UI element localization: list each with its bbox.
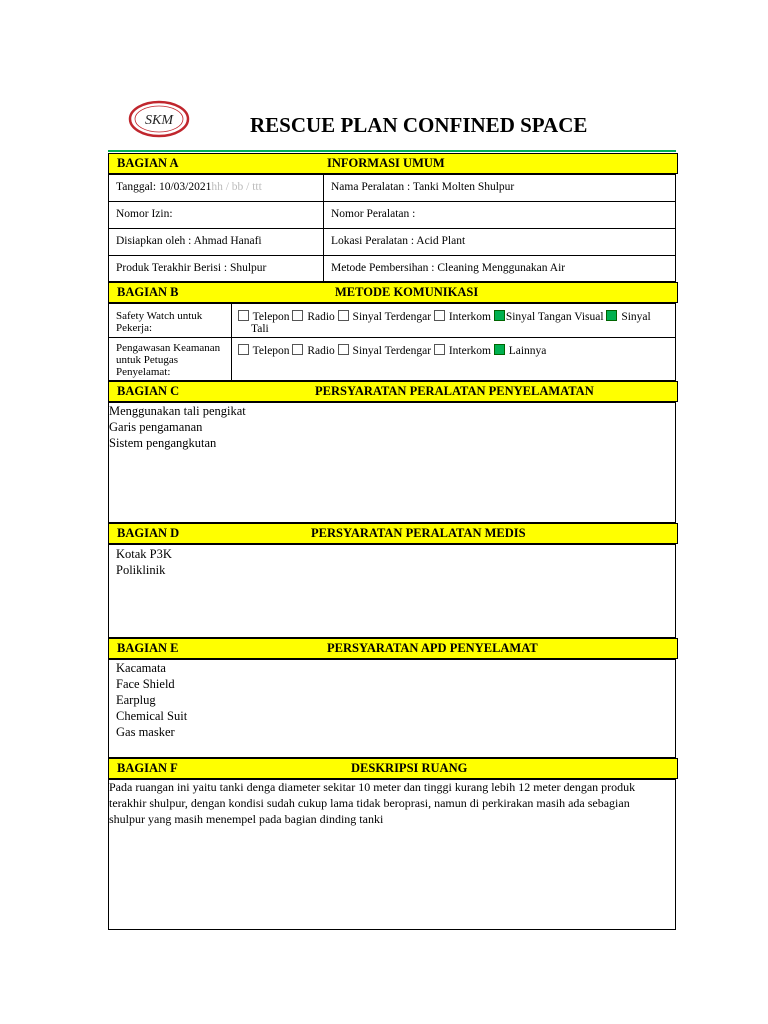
section-e-body: [108, 659, 676, 758]
list-item: Kacamata: [116, 661, 166, 675]
section-e-header: [108, 638, 678, 659]
section-a-header: [108, 153, 678, 174]
section-e-title: PERSYARATAN APD PENYELAMAT: [327, 641, 538, 655]
section-f-title: DESKRIPSI RUANG: [351, 761, 468, 775]
sinyal-terdengar-checkbox[interactable]: [338, 344, 349, 355]
section-d-body: [108, 544, 676, 638]
telepon-checkbox[interactable]: [238, 344, 249, 355]
section-d-title: PERSYARATAN PERALATAN MEDIS: [311, 526, 526, 540]
lainnya-checkbox-checked[interactable]: [494, 344, 505, 355]
section-f-description: Pada ruangan ini yaitu tanki denga diameter sekitar 10 meter dan tinggi kurang lebih 12 meter dengan produk terakhir shulpur, dengan kondisi sudah cukup lama tidak beroprasi, namun di perkirakan masih ada sebagian shulpur yang masih menempel pada bagian dinding tanki: [109, 780, 636, 826]
section-b-header: [108, 282, 678, 303]
safety-watch-options: Telepon Radio Sinyal Terdengar Interkom Sinyal Tangan Visual Sinyal Tali: [238, 310, 651, 335]
sinyal-tali-checkbox-checked[interactable]: [606, 310, 617, 321]
section-d-label: BAGIAN D: [117, 526, 180, 540]
interkom-checkbox[interactable]: [434, 310, 445, 321]
list-item: Kotak P3K: [116, 547, 172, 561]
section-c-title: PERSYARATAN PERALATAN PENYELAMATAN: [315, 384, 594, 398]
telepon-checkbox[interactable]: [238, 310, 249, 321]
section-a-title: INFORMASI UMUM: [327, 156, 445, 170]
section-d-header: [108, 523, 678, 544]
section-c-label: BAGIAN C: [117, 384, 180, 398]
radio-checkbox[interactable]: [292, 344, 303, 355]
interkom-checkbox[interactable]: [434, 344, 445, 355]
nama-peralatan-field: Nama Peralatan : Tanki Molten Shulpur: [331, 181, 515, 193]
metode-pembersihan-field: Metode Pembersihan : Cleaning Menggunakan Air: [331, 262, 566, 274]
list-item: Earplug: [116, 693, 156, 707]
list-item: Garis pengamanan: [109, 420, 203, 434]
nomor-izin-field: Nomor Izin:: [116, 208, 173, 220]
list-item: Menggunakan tali pengikat: [109, 404, 246, 418]
list-item: Sistem pengangkutan: [109, 436, 217, 450]
section-c-list: [109, 403, 246, 451]
produk-terakhir-field: Produk Terakhir Berisi : Shulpur: [116, 262, 267, 274]
date-format-hint: hh / bb / ttt: [211, 181, 262, 193]
section-b-title: METODE KOMUNIKASI: [335, 285, 479, 299]
sinyal-terdengar-checkbox[interactable]: [338, 310, 349, 321]
section-e-list: [116, 660, 187, 740]
list-item: Chemical Suit: [116, 709, 188, 723]
sinyal-tangan-checkbox-checked[interactable]: [494, 310, 505, 321]
nomor-peralatan-field: Nomor Peralatan :: [331, 208, 416, 220]
section-a-label: BAGIAN A: [117, 156, 179, 170]
lokasi-peralatan-field: Lokasi Peralatan : Acid Plant: [331, 235, 466, 247]
section-b-label: BAGIAN B: [117, 285, 179, 299]
title-underline: [108, 150, 676, 152]
list-item: Face Shield: [116, 677, 175, 691]
tanggal-field: Tanggal: 10/03/2021hh / bb / ttt: [116, 181, 262, 193]
list-item: Gas masker: [116, 725, 175, 739]
logo-text: SKM: [145, 113, 173, 128]
section-f-header: [108, 758, 678, 779]
page-title: RESCUE PLAN CONFINED SPACE: [250, 113, 588, 137]
list-item: Poliklinik: [116, 563, 166, 577]
radio-checkbox[interactable]: [292, 310, 303, 321]
safety-watch-label: Safety Watch untuk Pekerja:: [116, 310, 203, 334]
section-e-label: BAGIAN E: [117, 641, 179, 655]
section-f-label: BAGIAN F: [117, 761, 178, 775]
skm-logo: [128, 100, 190, 138]
pengawasan-keamanan-label: Pengawasan Keamanan untuk Petugas Penyelamat:: [116, 342, 221, 378]
section-c-header: [108, 381, 678, 402]
pengawasan-options: Telepon Radio Sinyal Terdengar Interkom Lainnya: [238, 344, 546, 357]
disiapkan-oleh-field: Disiapkan oleh : Ahmad Hanafi: [116, 235, 262, 247]
section-d-list: [116, 546, 172, 578]
